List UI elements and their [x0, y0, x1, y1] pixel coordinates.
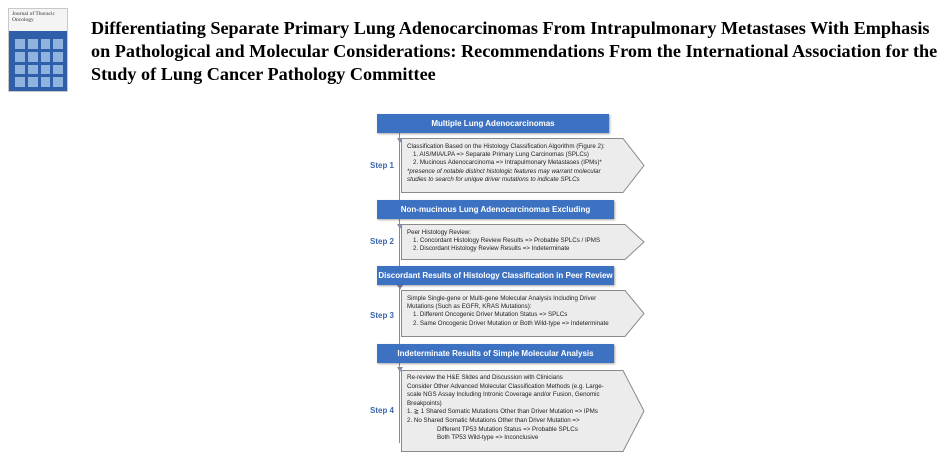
- article-title: Differentiating Separate Primary Lung Adenocarcinomas From Intrapulmonary Metastases With Emphasis on Pathological and Molecular Considerations: Recommendations From the International Association for the Study of Lung Cancer Pathology Committee: [91, 18, 938, 84]
- flow-header-indeterminate: Indeterminate Results of Simple Molecular Analysis: [377, 344, 614, 363]
- step-4-line: Re-review the H&E Slides and Discussion with Clinicians: [407, 374, 563, 381]
- step-4-line: Different TP53 Mutation Status => Probable SPLCs: [437, 425, 578, 433]
- cover-figure-grid: [15, 39, 63, 87]
- step-3-line: Simple Single-gene or Multi-gene Molecular Analysis Including Driver: [407, 295, 597, 302]
- step-4-line: Breakpoints): [407, 399, 442, 407]
- step-3-line: Mutations (Such as EGFR, KRAS Mutations):: [407, 303, 532, 311]
- step-4-line: 2. No Shared Somatic Mutations Other than Driver Mutation =>: [407, 416, 580, 424]
- flow-header-discordant-results: Discordant Results of Histology Classification in Peer Review: [377, 266, 614, 285]
- step-4-box: [401, 370, 645, 452]
- step-1-footnote: studies to search for unique driver mutations to indicate SPLCs: [407, 175, 580, 183]
- step-4-line: scale NGS Assay Including Intronic Coverage and/or Fusion, Genomic: [407, 391, 600, 399]
- step-2-label: Step 2: [370, 237, 395, 246]
- step-3-label: Step 3: [370, 311, 395, 320]
- journal-cover-image: [8, 8, 68, 92]
- step-2-line: 1. Concordant Histology Review Results => Probable SPLCs / IPMS: [413, 237, 601, 245]
- step-3-box: [401, 290, 645, 337]
- step-1-line: 1. AIS/MIA/LPA => Separate Primary Lung Carcinomas (SPLCs): [413, 151, 589, 159]
- step-3-line: 1. Different Oncogenic Driver Mutation Status => SPLCs: [413, 311, 568, 319]
- step-3-line: 2. Same Oncogenic Driver Mutation or Both Wild-type => Indeterminate: [413, 319, 609, 327]
- cover-journal-title: Journal of Thoracic Oncology: [12, 11, 55, 23]
- step-4-label: Step 4: [370, 406, 395, 415]
- step-1-box: [401, 138, 645, 193]
- step-2-line: 2. Discordant Histology Review Results => Indeterminate: [413, 245, 570, 253]
- step-4-line: Both TP53 Wild-type => Inconclusive: [437, 434, 539, 442]
- flow-header-multiple-lung-adenocarcinomas: Multiple Lung Adenocarcinomas: [377, 114, 609, 133]
- step-2-box: [401, 224, 645, 260]
- step-2-line: Peer Histology Review:: [407, 229, 471, 236]
- step-1-line: Classification Based on the Histology Classification Algorithm (Figure 2):: [407, 143, 605, 150]
- step-1-footnote: *presence of notable distinct histologic features may warrant molecular: [407, 167, 601, 175]
- step-1-line: 2. Mucinous Adenocarcinoma => Intrapulmonary Metastases (IPMs)*: [413, 159, 602, 167]
- flow-header-non-mucinous: Non-mucinous Lung Adenocarcinomas Excluding: [377, 200, 614, 219]
- step-4-line: Consider Other Advanced Molecular Classification Methods (e.g. Large-: [407, 382, 604, 390]
- step-4-line: 1. ≧ 1 Shared Somatic Mutations Other than Driver Mutation => IPMs: [407, 408, 598, 416]
- step-1-label: Step 1: [370, 161, 395, 170]
